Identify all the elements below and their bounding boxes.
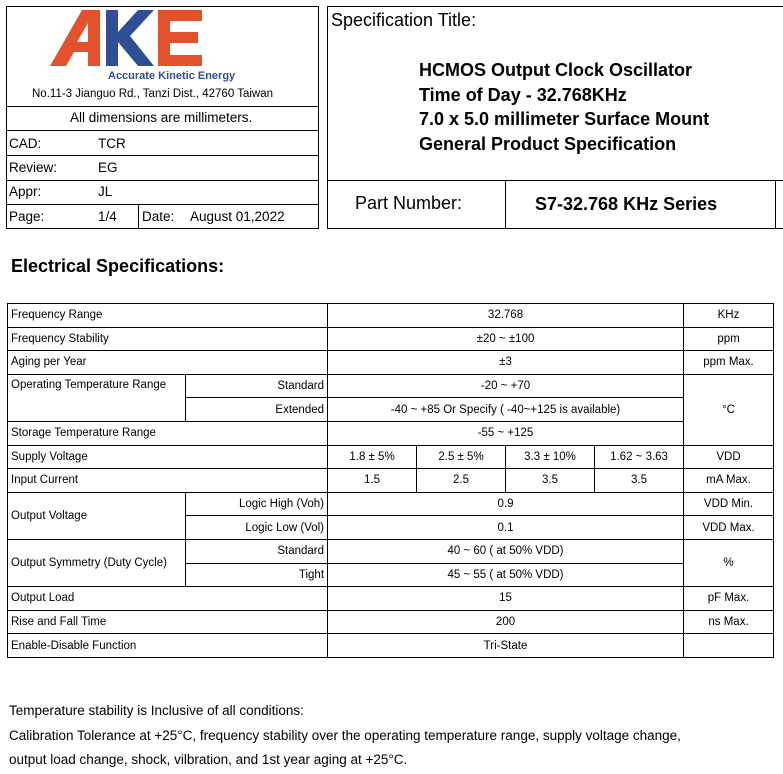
param-sublabel: Extended — [186, 398, 328, 422]
aker-logo — [50, 8, 265, 75]
table-row — [8, 610, 774, 634]
param-value: 200 — [328, 610, 684, 634]
param-value: 3.5 — [595, 469, 684, 493]
param-sublabel: Tight — [186, 563, 328, 587]
company-address: No.11-3 Jianguo Rd., Tanzi Dist., 42760 Taiwan — [32, 88, 274, 100]
table-row — [8, 539, 774, 563]
param-value: 15 — [328, 587, 684, 611]
section-title: Electrical Specifications: — [11, 256, 225, 276]
note-line: Calibration Tolerance at +25°C, frequency stability over the operating temperature range, supply voltage change, — [9, 727, 681, 743]
param-label: Frequency Range — [8, 304, 328, 328]
divider — [6, 155, 319, 156]
param-label: Storage Temperature Range — [8, 421, 328, 445]
divider — [6, 130, 319, 131]
param-value: -55 ~ +125 — [328, 421, 684, 445]
param-unit: ns Max. — [684, 610, 774, 634]
param-value: 40 ~ 60 ( at 50% VDD) — [328, 539, 684, 563]
title-line-1: HCMOS Output Clock Oscillator — [419, 60, 693, 80]
param-value: ±20 ~ ±100 — [328, 327, 684, 351]
param-unit: % — [684, 539, 774, 586]
param-value: 1.62 ~ 3.63 — [595, 445, 684, 469]
table-row — [8, 421, 774, 445]
param-label: Aging per Year — [8, 351, 328, 375]
table-row — [8, 351, 774, 375]
param-unit: ppm Max. — [684, 351, 774, 375]
table-row — [8, 374, 774, 398]
note-line: Temperature stability is Inclusive of all conditions: — [9, 703, 304, 718]
param-label: Enable-Disable Function — [8, 634, 328, 658]
title-line-4: General Product Specification — [419, 134, 677, 154]
param-value: Tri-State — [328, 634, 684, 658]
tagline: Accurate Kinetic Energy — [108, 70, 236, 82]
title-line-3: 7.0 x 5.0 millimeter Surface Mount — [419, 109, 710, 129]
param-value: 2.5 ± 5% — [417, 445, 506, 469]
param-label: Operating Temperature Range — [8, 374, 186, 421]
divider — [775, 180, 776, 229]
divider — [327, 180, 783, 181]
param-label: Frequency Stability — [8, 327, 328, 351]
page-value: 1/4 — [98, 209, 117, 224]
param-unit: °C — [684, 374, 774, 445]
part-number-label: Part Number: — [355, 193, 463, 213]
param-value: 32.768 — [328, 304, 684, 328]
param-value: 3.3 ± 10% — [506, 445, 595, 469]
param-label: Rise and Fall Time — [8, 610, 328, 634]
page-label: Page: — [9, 209, 45, 224]
param-label: Supply Voltage — [8, 445, 328, 469]
param-value: -20 ~ +70 — [328, 374, 684, 398]
table-row — [8, 469, 774, 493]
table-row — [8, 327, 774, 351]
spec-title-label: Specification Title: — [331, 10, 477, 30]
param-value: 2.5 — [417, 469, 506, 493]
note-line: output load change, shock, vilbration, and 1st year aging at +25°C. — [9, 752, 408, 767]
divider — [138, 204, 139, 229]
param-value: 0.9 — [328, 492, 684, 516]
table-row — [8, 304, 774, 328]
title-line-2: Time of Day - 32.768KHz — [419, 85, 627, 105]
divider — [505, 180, 506, 229]
notes — [9, 699, 681, 773]
table-row — [8, 587, 774, 611]
param-unit: VDD Max. — [684, 516, 774, 540]
date-value: August 01,2022 — [190, 209, 285, 224]
param-value: 1.5 — [328, 469, 417, 493]
param-value: 0.1 — [328, 516, 684, 540]
divider — [6, 180, 319, 181]
table-row — [8, 445, 774, 469]
param-unit — [684, 634, 774, 658]
appr-value: JL — [98, 184, 113, 199]
param-sublabel: Logic Low (Vol) — [186, 516, 328, 540]
electrical-spec-table — [7, 303, 774, 658]
cad-value: TCR — [98, 136, 126, 151]
param-value: 1.8 ± 5% — [328, 445, 417, 469]
param-sublabel: Standard — [186, 539, 328, 563]
param-unit: ppm — [684, 327, 774, 351]
param-unit: VDD Min. — [684, 492, 774, 516]
param-unit: pF Max. — [684, 587, 774, 611]
aker-logo-mark — [50, 8, 265, 70]
review-value: EG — [98, 160, 118, 175]
param-unit: KHz — [684, 304, 774, 328]
param-value: ±3 — [328, 351, 684, 375]
divider — [6, 106, 319, 107]
param-sublabel: Logic High (Voh) — [186, 492, 328, 516]
part-number-value: S7-32.768 KHz Series — [535, 194, 718, 214]
param-value: 45 ~ 55 ( at 50% VDD) — [328, 563, 684, 587]
date-label: Date: — [142, 209, 175, 224]
param-label: Output Voltage — [8, 492, 186, 539]
divider — [6, 204, 319, 205]
dimensions-note: All dimensions are millimeters. — [70, 110, 253, 125]
appr-label: Appr: — [9, 184, 42, 199]
param-label: Input Current — [8, 469, 328, 493]
param-label: Output Load — [8, 587, 328, 611]
review-label: Review: — [9, 160, 58, 175]
param-value: 3.5 — [506, 469, 595, 493]
param-label: Output Symmetry (Duty Cycle) — [8, 539, 186, 586]
param-sublabel: Standard — [186, 374, 328, 398]
table-row — [8, 492, 774, 516]
table-row — [8, 634, 774, 658]
param-value: -40 ~ +85 Or Specify ( -40~+125 is available) — [328, 398, 684, 422]
param-unit: mA Max. — [684, 469, 774, 493]
cad-label: CAD: — [9, 136, 42, 151]
param-unit: VDD — [684, 445, 774, 469]
